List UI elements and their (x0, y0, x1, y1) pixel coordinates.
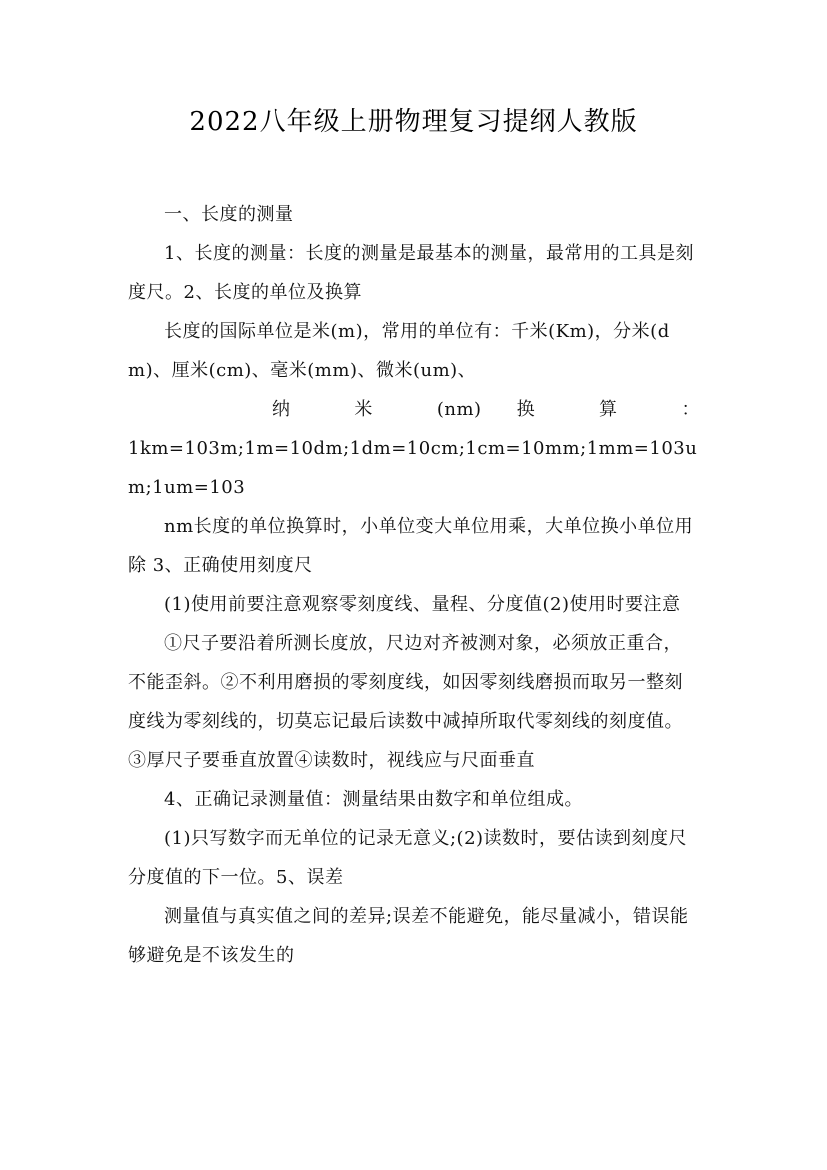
document-body (128, 195, 700, 975)
paragraph-length-measurement: 1、长度的测量：长度的测量是最基本的测量，最常用的工具是刻度尺。2、长度的单位及换算 (128, 243, 694, 303)
paragraph-recording-rules: (1)只写数字而无单位的记录无意义;(2)读数时，要估读到刻度尺分度值的下一位。5、误差 (128, 828, 688, 888)
paragraph-error-definition: 测量值与真实值之间的差异;误差不能避免，能尽量减小，错误能够避免是不该发生的 (128, 906, 689, 966)
paragraph-recording-values: 4、正确记录测量值：测量结果由数字和单位组成。 (164, 789, 583, 810)
paragraph-si-units: 长度的国际单位是米(m)，常用的单位有：千米(Km)，分米(dm)、厘米(cm)、毫米(mm)、微米(um)、 (128, 321, 670, 381)
paragraph-nanometer-conversion-label: 纳 米 (nm) 换 算 ： (272, 399, 700, 420)
paragraph-ruler-notes: ①尺子要沿着所测长度放，尺边对齐被测对象，必须放正重合，不能歪斜。②不利用磨损的零刻度线，如因零刻线磨损而取另一整刻度线为零刻线的，切莫忘记最后读数中减掉所取代零刻线的刻度值。③厚尺子要垂直放置④读数时，视线应与尺面垂直 (128, 633, 683, 771)
paragraph-conversion-rules: nm长度的单位换算时，小单位变大单位用乘，大单位换小单位用除 3、正确使用刻度尺 (128, 516, 694, 576)
paragraph-conversion-formulas: 1km=103m;1m=10dm;1dm=10cm;1cm=10mm;1mm=103um;1um=103 (128, 438, 698, 498)
document-title: 2022八年级上册物理复习提纲人教版 (189, 107, 638, 137)
paragraph-ruler-usage: (1)使用前要注意观察零刻度线、量程、分度值(2)使用时要注意 (164, 594, 681, 615)
paragraph-section-heading: 一、长度的测量 (164, 204, 294, 225)
